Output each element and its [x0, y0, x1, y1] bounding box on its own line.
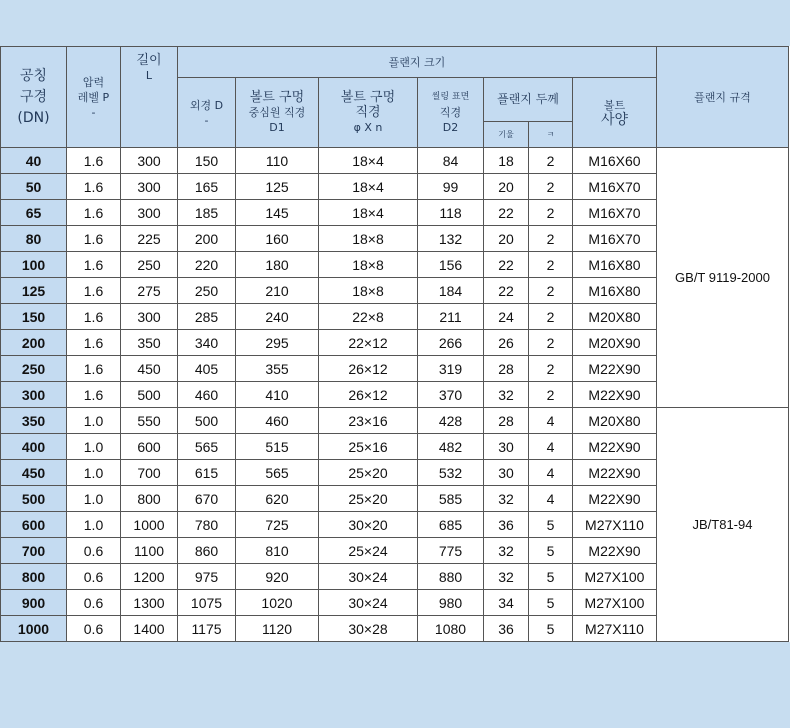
thickness-cell: 30 — [484, 460, 529, 486]
thickness-cell: 36 — [484, 512, 529, 538]
header-bolt-hole-dia — [319, 78, 418, 148]
bolt-spec-cell: M22X90 — [573, 356, 657, 382]
header-dn-line2: 구경 — [19, 88, 48, 105]
bolt-center-cell: 1020 — [236, 590, 319, 616]
flange-spec-sheet — [0, 46, 790, 642]
header-outer-d-line2: - — [204, 113, 209, 127]
pressure-cell: 1.6 — [67, 226, 121, 252]
thickness-sub-cell: 2 — [529, 148, 573, 174]
dn-cell: 50 — [1, 174, 67, 200]
header-seal-face-line1: 씰링 표면 — [431, 92, 470, 102]
bolt-center-cell: 565 — [236, 460, 319, 486]
bolt-center-cell: 410 — [236, 382, 319, 408]
header-flange-size: 플랜지 크기 — [178, 47, 657, 78]
thickness-cell: 36 — [484, 616, 529, 642]
length-cell: 800 — [121, 486, 178, 512]
outer-d-cell: 615 — [178, 460, 236, 486]
dn-cell: 125 — [1, 278, 67, 304]
dn-cell: 65 — [1, 200, 67, 226]
length-cell: 250 — [121, 252, 178, 278]
thickness-sub-cell: 5 — [529, 512, 573, 538]
outer-d-cell: 975 — [178, 564, 236, 590]
thickness-cell: 28 — [484, 356, 529, 382]
thickness-sub-cell: 5 — [529, 616, 573, 642]
bolt-hole-cell: 26×12 — [319, 382, 418, 408]
seal-face-cell: 532 — [418, 460, 484, 486]
pressure-cell: 1.6 — [67, 278, 121, 304]
thickness-cell: 32 — [484, 382, 529, 408]
pressure-cell: 1.6 — [67, 382, 121, 408]
pressure-cell: 0.6 — [67, 616, 121, 642]
thickness-sub-cell: 2 — [529, 174, 573, 200]
header-bolt-hole-dia-line3: φ X n — [353, 121, 383, 134]
bolt-hole-cell: 18×4 — [319, 200, 418, 226]
bolt-hole-cell: 22×12 — [319, 330, 418, 356]
bolt-center-cell: 180 — [236, 252, 319, 278]
header-bolt-spec-line2: 사양 — [600, 111, 629, 128]
dn-cell: 500 — [1, 486, 67, 512]
thickness-cell: 22 — [484, 278, 529, 304]
dn-cell: 80 — [1, 226, 67, 252]
header-thickness-sub1: 기울 — [484, 122, 529, 148]
bolt-center-cell: 620 — [236, 486, 319, 512]
header-bolt-hole-center-line1: 볼트 구멍 — [249, 90, 305, 105]
dn-cell: 700 — [1, 538, 67, 564]
header-bolt-hole-center — [236, 78, 319, 148]
bolt-center-cell: 240 — [236, 304, 319, 330]
length-cell: 1000 — [121, 512, 178, 538]
length-cell: 275 — [121, 278, 178, 304]
outer-d-cell: 220 — [178, 252, 236, 278]
length-cell: 1100 — [121, 538, 178, 564]
thickness-cell: 26 — [484, 330, 529, 356]
seal-face-cell: 775 — [418, 538, 484, 564]
bolt-spec-cell: M20X90 — [573, 330, 657, 356]
seal-face-cell: 1080 — [418, 616, 484, 642]
thickness-cell: 22 — [484, 252, 529, 278]
thickness-sub-cell: 2 — [529, 330, 573, 356]
bolt-hole-cell: 18×8 — [319, 278, 418, 304]
thickness-sub-cell: 2 — [529, 226, 573, 252]
bolt-hole-cell: 18×8 — [319, 226, 418, 252]
dn-cell: 350 — [1, 408, 67, 434]
bolt-spec-cell: M16X60 — [573, 148, 657, 174]
bolt-center-cell: 1120 — [236, 616, 319, 642]
length-cell: 225 — [121, 226, 178, 252]
header-thickness-sub2: ㅋ — [529, 122, 573, 148]
thickness-sub-cell: 2 — [529, 278, 573, 304]
bolt-center-cell: 125 — [236, 174, 319, 200]
dn-cell: 450 — [1, 460, 67, 486]
header-bolt-spec-line1: 볼트 — [603, 98, 626, 112]
seal-face-cell: 319 — [418, 356, 484, 382]
pressure-cell: 1.6 — [67, 304, 121, 330]
seal-face-cell: 428 — [418, 408, 484, 434]
dn-cell: 300 — [1, 382, 67, 408]
thickness-cell: 18 — [484, 148, 529, 174]
thickness-sub-cell: 5 — [529, 590, 573, 616]
bolt-center-cell: 295 — [236, 330, 319, 356]
thickness-cell: 32 — [484, 538, 529, 564]
pressure-cell: 0.6 — [67, 538, 121, 564]
thickness-sub-cell: 4 — [529, 434, 573, 460]
pressure-cell: 1.6 — [67, 200, 121, 226]
header-length-line1: 길이 — [136, 53, 162, 68]
bolt-center-cell: 460 — [236, 408, 319, 434]
dn-cell: 900 — [1, 590, 67, 616]
bolt-spec-cell: M22X90 — [573, 460, 657, 486]
dn-cell: 150 — [1, 304, 67, 330]
thickness-cell: 32 — [484, 564, 529, 590]
thickness-sub-cell: 2 — [529, 304, 573, 330]
pressure-cell: 0.6 — [67, 590, 121, 616]
table-header — [1, 47, 789, 148]
header-seal-face-line3: D2 — [442, 121, 459, 134]
bolt-center-cell: 210 — [236, 278, 319, 304]
thickness-sub-cell: 4 — [529, 408, 573, 434]
bolt-spec-cell: M22X90 — [573, 382, 657, 408]
pressure-cell: 1.6 — [67, 330, 121, 356]
thickness-sub-cell: 2 — [529, 200, 573, 226]
header-bolt-hole-center-line2: 중심원 직경 — [248, 106, 306, 119]
bolt-center-cell: 515 — [236, 434, 319, 460]
header-pressure-line2: 레벨 P — [77, 90, 110, 104]
bolt-center-cell: 160 — [236, 226, 319, 252]
outer-d-cell: 405 — [178, 356, 236, 382]
table-body — [1, 148, 789, 642]
bolt-hole-cell: 30×28 — [319, 616, 418, 642]
bolt-hole-cell: 18×8 — [319, 252, 418, 278]
bolt-hole-cell: 30×20 — [319, 512, 418, 538]
pressure-cell: 1.0 — [67, 460, 121, 486]
outer-d-cell: 1075 — [178, 590, 236, 616]
outer-d-cell: 860 — [178, 538, 236, 564]
header-pressure-line1: 압력 — [82, 75, 105, 89]
bolt-center-cell: 110 — [236, 148, 319, 174]
bolt-spec-cell: M16X70 — [573, 174, 657, 200]
seal-face-cell: 99 — [418, 174, 484, 200]
seal-face-cell: 370 — [418, 382, 484, 408]
length-cell: 300 — [121, 200, 178, 226]
bolt-spec-cell: M27X100 — [573, 564, 657, 590]
bolt-hole-cell: 30×24 — [319, 590, 418, 616]
seal-face-cell: 482 — [418, 434, 484, 460]
bolt-hole-cell: 23×16 — [319, 408, 418, 434]
bolt-spec-cell: M16X70 — [573, 226, 657, 252]
header-flange-standard: 플랜지 규격 — [657, 47, 789, 148]
bolt-spec-cell: M22X90 — [573, 434, 657, 460]
header-dn — [1, 47, 67, 148]
header-flange-thickness: 플랜지 두께 — [484, 78, 573, 122]
bolt-hole-cell: 26×12 — [319, 356, 418, 382]
header-bolt-hole-dia-line2: 직경 — [355, 105, 381, 120]
pressure-cell: 1.0 — [67, 408, 121, 434]
seal-face-cell: 211 — [418, 304, 484, 330]
length-cell: 500 — [121, 382, 178, 408]
outer-d-cell: 165 — [178, 174, 236, 200]
thickness-sub-cell: 2 — [529, 252, 573, 278]
thickness-sub-cell: 4 — [529, 486, 573, 512]
outer-d-cell: 285 — [178, 304, 236, 330]
dn-cell: 100 — [1, 252, 67, 278]
header-length-line2: L — [145, 69, 153, 82]
bolt-spec-cell: M16X70 — [573, 200, 657, 226]
outer-d-cell: 460 — [178, 382, 236, 408]
thickness-cell: 28 — [484, 408, 529, 434]
bolt-spec-cell: M16X80 — [573, 278, 657, 304]
seal-face-cell: 156 — [418, 252, 484, 278]
length-cell: 450 — [121, 356, 178, 382]
header-dn-line3: (DN) — [17, 109, 50, 126]
length-cell: 550 — [121, 408, 178, 434]
bolt-hole-cell: 30×24 — [319, 564, 418, 590]
pressure-cell: 1.0 — [67, 486, 121, 512]
length-cell: 1200 — [121, 564, 178, 590]
length-cell: 350 — [121, 330, 178, 356]
thickness-cell: 24 — [484, 304, 529, 330]
flange-standard-cell: JB/T81-94 — [657, 408, 789, 642]
bolt-hole-cell: 25×24 — [319, 538, 418, 564]
flange-spec-table — [0, 46, 789, 642]
pressure-cell: 1.6 — [67, 356, 121, 382]
thickness-cell: 20 — [484, 226, 529, 252]
length-cell: 300 — [121, 174, 178, 200]
header-seal-face — [418, 78, 484, 148]
bolt-hole-cell: 22×8 — [319, 304, 418, 330]
pressure-cell: 1.6 — [67, 252, 121, 278]
bolt-spec-cell: M22X90 — [573, 486, 657, 512]
pressure-cell: 1.6 — [67, 174, 121, 200]
seal-face-cell: 685 — [418, 512, 484, 538]
outer-d-cell: 185 — [178, 200, 236, 226]
thickness-cell: 20 — [484, 174, 529, 200]
thickness-sub-cell: 5 — [529, 538, 573, 564]
seal-face-cell: 266 — [418, 330, 484, 356]
bolt-hole-cell: 25×16 — [319, 434, 418, 460]
bolt-spec-cell: M22X90 — [573, 538, 657, 564]
outer-d-cell: 340 — [178, 330, 236, 356]
pressure-cell: 1.6 — [67, 148, 121, 174]
thickness-sub-cell: 5 — [529, 564, 573, 590]
outer-d-cell: 1175 — [178, 616, 236, 642]
length-cell: 700 — [121, 460, 178, 486]
seal-face-cell: 880 — [418, 564, 484, 590]
thickness-cell: 22 — [484, 200, 529, 226]
dn-cell: 400 — [1, 434, 67, 460]
outer-d-cell: 670 — [178, 486, 236, 512]
seal-face-cell: 184 — [418, 278, 484, 304]
outer-d-cell: 565 — [178, 434, 236, 460]
dn-cell: 1000 — [1, 616, 67, 642]
flange-standard-cell: GB/T 9119-2000 — [657, 148, 789, 408]
outer-d-cell: 150 — [178, 148, 236, 174]
header-pressure-line3: - — [91, 105, 96, 119]
seal-face-cell: 118 — [418, 200, 484, 226]
length-cell: 300 — [121, 148, 178, 174]
bolt-spec-cell: M27X100 — [573, 590, 657, 616]
header-pressure — [67, 47, 121, 148]
dn-cell: 40 — [1, 148, 67, 174]
header-bolt-hole-center-line3: D1 — [269, 121, 285, 134]
outer-d-cell: 200 — [178, 226, 236, 252]
bolt-center-cell: 145 — [236, 200, 319, 226]
thickness-cell: 32 — [484, 486, 529, 512]
bolt-spec-cell: M27X110 — [573, 616, 657, 642]
seal-face-cell: 132 — [418, 226, 484, 252]
dn-cell: 250 — [1, 356, 67, 382]
bolt-hole-cell: 25×20 — [319, 460, 418, 486]
bolt-spec-cell: M20X80 — [573, 304, 657, 330]
table-row — [1, 408, 789, 434]
bolt-center-cell: 810 — [236, 538, 319, 564]
seal-face-cell: 980 — [418, 590, 484, 616]
thickness-sub-cell: 4 — [529, 460, 573, 486]
seal-face-cell: 84 — [418, 148, 484, 174]
header-dn-line1: 공칭 — [19, 67, 48, 84]
pressure-cell: 0.6 — [67, 564, 121, 590]
thickness-cell: 30 — [484, 434, 529, 460]
length-cell: 300 — [121, 304, 178, 330]
thickness-cell: 34 — [484, 590, 529, 616]
bolt-spec-cell: M16X80 — [573, 252, 657, 278]
bolt-spec-cell: M27X110 — [573, 512, 657, 538]
header-length — [121, 47, 178, 148]
bolt-center-cell: 725 — [236, 512, 319, 538]
outer-d-cell: 780 — [178, 512, 236, 538]
bolt-hole-cell: 25×20 — [319, 486, 418, 512]
length-cell: 1300 — [121, 590, 178, 616]
bolt-center-cell: 920 — [236, 564, 319, 590]
dn-cell: 200 — [1, 330, 67, 356]
bolt-center-cell: 355 — [236, 356, 319, 382]
seal-face-cell: 585 — [418, 486, 484, 512]
bolt-spec-cell: M20X80 — [573, 408, 657, 434]
length-cell: 1400 — [121, 616, 178, 642]
outer-d-cell: 500 — [178, 408, 236, 434]
length-cell: 600 — [121, 434, 178, 460]
bolt-hole-cell: 18×4 — [319, 174, 418, 200]
table-row — [1, 148, 789, 174]
header-bolt-hole-dia-line1: 볼트 구멍 — [340, 90, 396, 105]
bolt-hole-cell: 18×4 — [319, 148, 418, 174]
dn-cell: 800 — [1, 564, 67, 590]
header-bolt-spec — [573, 78, 657, 148]
dn-cell: 600 — [1, 512, 67, 538]
pressure-cell: 1.0 — [67, 512, 121, 538]
header-outer-d — [178, 78, 236, 148]
thickness-sub-cell: 2 — [529, 382, 573, 408]
outer-d-cell: 250 — [178, 278, 236, 304]
header-outer-d-line1: 외경 D — [189, 98, 224, 112]
pressure-cell: 1.0 — [67, 434, 121, 460]
thickness-sub-cell: 2 — [529, 356, 573, 382]
header-seal-face-line2: 직경 — [439, 106, 462, 119]
